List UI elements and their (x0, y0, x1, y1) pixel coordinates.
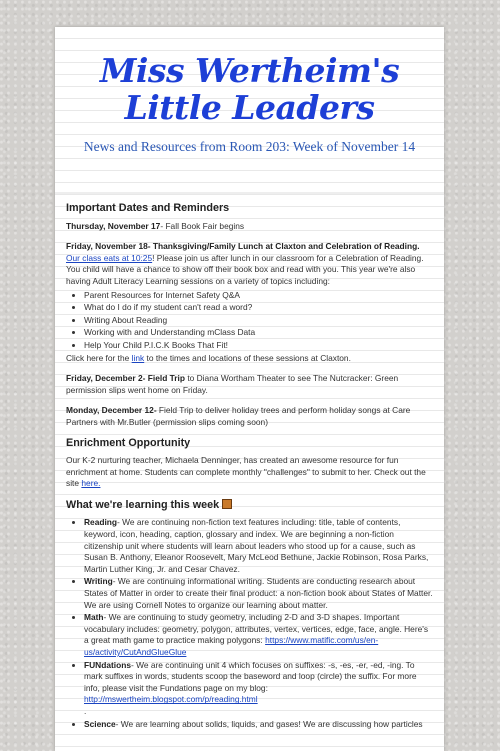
header-divider (55, 192, 444, 194)
learning-list (66, 517, 434, 730)
dates-heading: Important Dates and Reminders (66, 202, 230, 214)
list-item: • Math- We are continuing to study geometry, including 2-D and 3-D shapes. Important vocabulary includes: geometry, polygon, attributes, vertex, vertices, edge, face, angle. Here's a great math game to practice making polygons: https://www.matific.com/us/en-us/activity/CutAndGlueGlue (84, 612, 434, 658)
newsletter-title: Miss Wertheim's Little Leaders (99, 51, 400, 127)
enrichment-link[interactable]: here. (81, 478, 101, 489)
literacy-topics-list (66, 290, 434, 352)
list-item: • Parent Resources for Internet Safety Q&A (84, 290, 434, 302)
learning-heading: What we're learning this week (66, 499, 434, 512)
list-item: • Writing- We are continuing informational writing. Students are conducting research about States of Matter in order to create their final product: a non-fiction book about States of Matter. We are using Cornell Notes to organize our learning about matter. (84, 576, 434, 611)
math-game-link[interactable]: https://www.matific.com/us/en-us/activity/CutAndGlueGlue (84, 635, 379, 657)
newsletter-header (55, 27, 444, 192)
fundations-blog-link[interactable]: http://mswertheim.blogspot.com/p/reading.html (84, 694, 258, 705)
event-field-trip-nutcracker: Friday, December 2- Field Trip to Diana Wortham Theater to see The Nutcracker: Green permission slips went home on Friday. (66, 373, 399, 395)
list-item: • What do I do if my student can't read a word? (84, 302, 434, 314)
enrichment-heading: Enrichment Opportunity (66, 436, 191, 449)
list-item: • Reading- We are continuing non-fiction text features including: title, table of contents, keyword, icon, heading, caption, glossary and index. We are beginning a non-fiction citizenship unit where students will learn about leaders who stood up for a cause, such as Susan B. Anthony, Eleanor Roosevelt, Mary McLeod Bethune, Jackie Robinson, Rosa Parks, Martin Luther King, Jr. and Cesar Chavez. (84, 517, 434, 575)
newsletter-page (55, 27, 444, 751)
list-item: • Writing About Reading (84, 315, 434, 327)
list-item: • Working with and Understanding mClass Data (84, 327, 434, 339)
book-icon (222, 499, 232, 509)
event-field-trip-care-partners: Monday, December 12- Field Trip to deliver holiday trees and perform holiday songs at Care Partners with Mr.Butler (permission slips coming soon) (66, 405, 411, 427)
event-thanksgiving-lunch: Friday, November 18- Thanksgiving/Family Lunch at Claxton and Celebration of Reading. Our class eats at 10:25! Please join us after lunch in our classroom for a Celebration of Reading. You child will have a chance to show off their book box and read with you. This year we're also having Adult Literacy Learning sessions on a variety of topics including: (66, 241, 424, 286)
sessions-link-line: Click here for the link to the times and locations of these sessions at Claxton. (66, 352, 351, 363)
newsletter-subtitle: News and Resources from Room 203: Week of November 14 (83, 139, 416, 154)
class-lunch-time-link[interactable]: Our class eats at 10:25 (66, 252, 153, 263)
list-item: • Help Your Child P.I.C.K Books That Fit! (84, 340, 434, 352)
newsletter-content (55, 203, 444, 730)
sessions-link[interactable]: link (131, 352, 145, 363)
event-book-fair: Thursday, November 17- Fall Book Fair begins (66, 220, 245, 231)
list-item: • FUNdations- We are continuing unit 4 which focuses on suffixes: -s, -es, -er, -ed, -ing. To mark suffixes in words, students scoop the baseword and loop (circle) the suffix. For more info, please visit the Fundations page on my blog: http://mswertheim.blogspot.com/p/reading.html . (84, 660, 434, 718)
list-item: • Science- We are learning about solids, liquids, and gases! We are discussing how particles (84, 719, 434, 731)
enrichment-text: Our K-2 nurturing teacher, Michaela Denninger, has created an awesome resource for fun enrichment at home. Students can complete monthly "challenges" to submit to her. Check out the site here. (66, 455, 426, 489)
